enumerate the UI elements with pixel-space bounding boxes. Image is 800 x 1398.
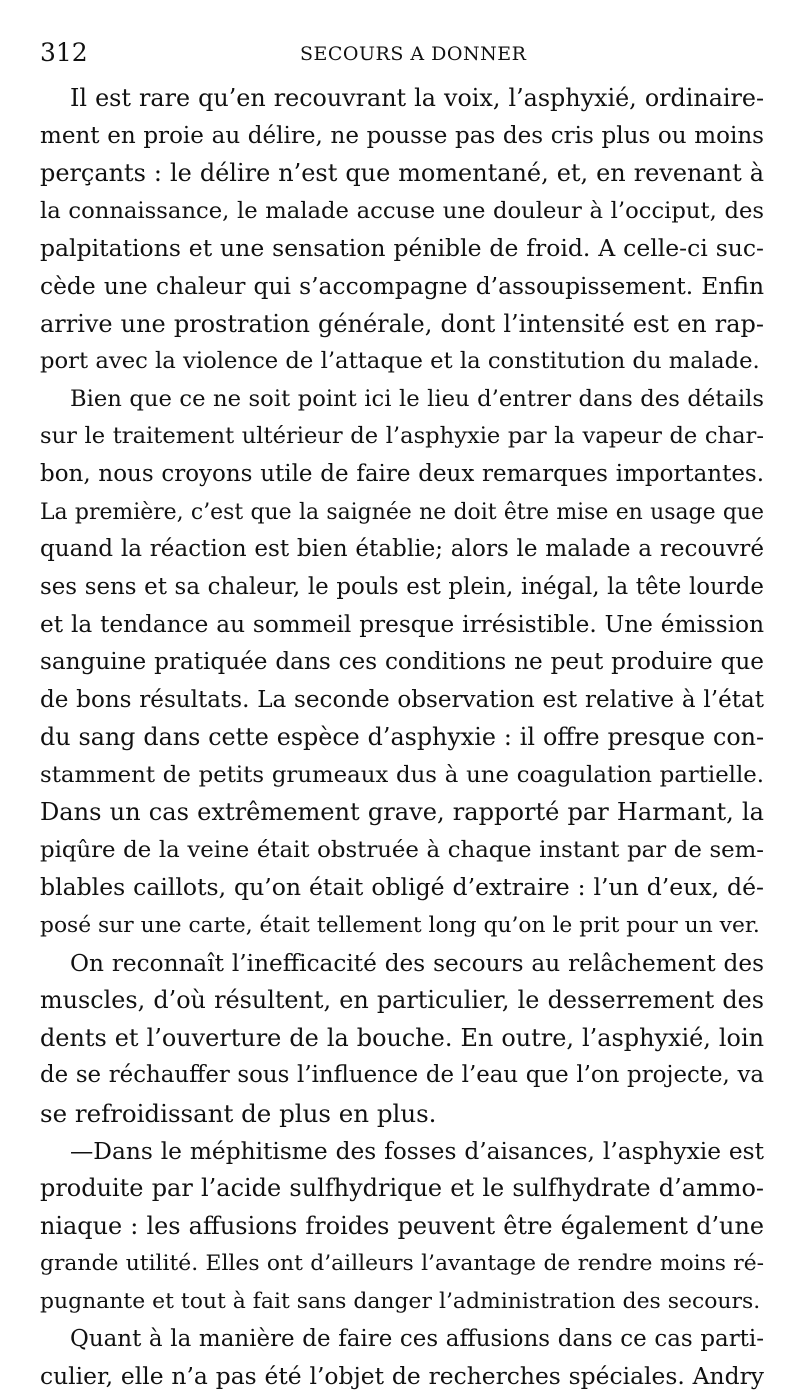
text-line: de bons résultats. La seconde observation est relative à l’état — [40, 686, 764, 713]
text-line: ment en proie au délire, ne pousse pas des cris plus ou moins — [40, 122, 764, 149]
text-line: de se réchauffer sous l’influence de l’eau que l’on projecte, va — [40, 1062, 764, 1089]
text-line: sur le traitement ultérieur de l’asphyxie par la vapeur de char- — [40, 423, 764, 450]
text-line: et la tendance au sommeil presque irrésistible. Une émission — [40, 611, 764, 639]
text-line: du sang dans cette espèce d’asphyxie : il offre presque con- — [40, 723, 764, 752]
text-line: grande utilité. Elles ont d’ailleurs l’avantage de rendre moins ré- — [40, 1251, 764, 1277]
text-line: —Dans le méphitisme des fosses d’aisances, l’asphyxie est — [70, 1137, 764, 1165]
page-number: 312 — [40, 38, 88, 67]
text-line: niaque : les affusions froides peuvent être également d’une — [40, 1211, 764, 1240]
text-line: muscles, d’où résultent, en particulier, le desserrement des — [40, 986, 764, 1015]
text-line: quand la réaction est bien établie; alors le malade a recouvré — [40, 536, 764, 563]
text-line: perçants : le délire n’est que momentané, et, en revenant à — [40, 159, 764, 188]
text-line: produite par l’acide sulfhydrique et le sulfhydrate d’ammo- — [40, 1174, 764, 1203]
text-line: pugnante et tout à fait sans danger l’administration des secours. — [40, 1289, 761, 1314]
text-line: sanguine pratiquée dans ces conditions ne peut produire que — [40, 648, 764, 675]
text-line: ses sens et sa chaleur, le pouls est plein, inégal, la tête lourde — [40, 573, 764, 600]
text-line: dents et l’ouverture de la bouche. En outre, l’asphyxié, loin — [40, 1023, 764, 1052]
text-line: se refroidissant de plus en plus. — [40, 1099, 437, 1129]
text-line: culier, elle n’a pas été l’objet de recherches spéciales. Andry — [40, 1362, 764, 1391]
text-line: la connaissance, le malade accuse une douleur à l’occiput, des — [40, 197, 764, 224]
text-line: blables caillots, qu’on était obligé d’extraire : l’un d’eux, dé- — [40, 873, 764, 902]
text-line: On reconnaît l’inefficacité des secours au relâchement des — [70, 949, 764, 977]
text-line: La première, c’est que la saignée ne doit être mise en usage que — [40, 499, 764, 525]
page-header — [40, 36, 760, 70]
text-line: stamment de petits grumeaux dus à une coagulation partielle. — [40, 761, 764, 788]
text-line: Bien que ce ne soit point ici le lieu d’entrer dans des détails — [70, 385, 764, 412]
text-line: Dans un cas extrêmement grave, rapporté par Harmant, la — [40, 798, 764, 827]
text-line: Quant à la manière de faire ces affusions dans ce cas parti- — [70, 1325, 764, 1352]
running-head: SECOURS A DONNER — [300, 43, 527, 65]
text-line: piqûre de la veine était obstruée à chaque instant par de sem- — [40, 836, 764, 863]
text-line: cède une chaleur qui s’accompagne d’assoupissement. Enfin — [40, 271, 764, 300]
text-line: bon, nous croyons utile de faire deux remarques importantes. — [40, 460, 764, 487]
text-line: arrive une prostration générale, dont l’intensité est en rap- — [40, 309, 764, 338]
text-line: Il est rare qu’en recouvrant la voix, l’asphyxié, ordinaire- — [70, 84, 764, 112]
text-line: port avec la violence de l’attaque et la constitution du malade. — [40, 348, 760, 375]
text-line: palpitations et une sensation pénible de froid. A celle-ci suc- — [40, 234, 764, 263]
text-line: posé sur une carte, était tellement long qu’on le prit pour un ver. — [40, 913, 760, 939]
body-text — [40, 80, 764, 1396]
